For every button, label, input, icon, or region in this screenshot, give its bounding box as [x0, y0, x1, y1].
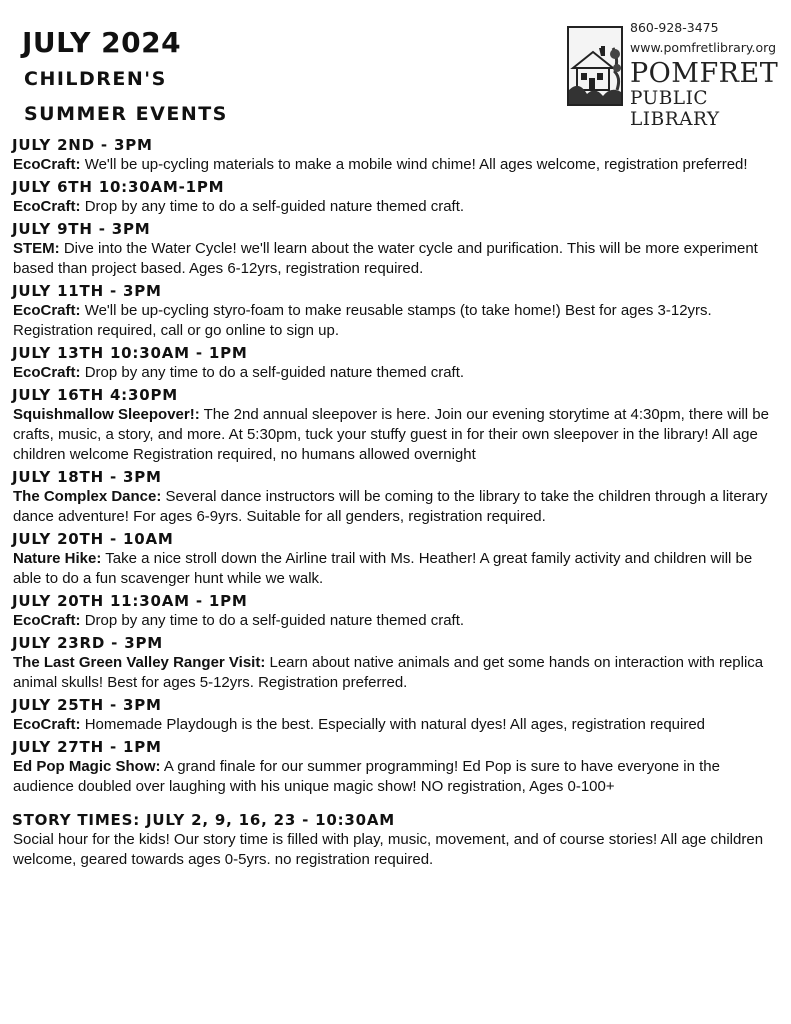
list-item [12, 282, 780, 341]
event-date: JULY 23RD - 3PM [12, 634, 163, 652]
list-item [12, 344, 780, 383]
event-description [12, 301, 780, 341]
event-description [12, 757, 780, 797]
event-details: We'll be up-cycling materials to make a mobile wind chime! All ages welcome, registration preferred! [84, 156, 748, 173]
event-date: JULY 2ND - 3PM [12, 136, 153, 154]
story-times-heading: STORY TIMES: JULY 2, 9, 16, 23 - 10:30AM [12, 811, 396, 829]
library-building-logo-icon [567, 26, 623, 106]
event-name: The Last Green Valley Ranger Visit: [13, 654, 266, 671]
event-details: Drop by any time to do a self-guided nature themed craft. [84, 612, 465, 629]
event-description [12, 239, 780, 279]
list-item [12, 468, 780, 527]
page-title: JULY 2024 [22, 26, 182, 59]
event-description [12, 611, 780, 631]
story-times-description: Social hour for the kids! Our story time is filled with play, music, movement, and of course stories! All age children welcome, geared towards ages 0-5yrs. no registration required. [13, 831, 764, 868]
event-details: Several dance instructors will be coming to the library to take the children through a literary dance adventure! For ages 6-9yrs. Suitable for all genders, registration required. [13, 488, 768, 525]
event-details: Take a nice stroll down the Airline trail with Ms. Heather! A great family activity and children will be able to do a fun scavenger hunt while we walk. [13, 550, 753, 587]
event-date: JULY 20TH - 10AM [12, 530, 174, 548]
events-list [12, 136, 780, 873]
list-item [12, 696, 780, 735]
event-details: Learn about native animals and get some hands on interaction with replica animal skulls! Best for ages 5-12yrs. Registration preferred. [13, 654, 764, 691]
event-name: Nature Hike: [13, 550, 102, 567]
event-name: STEM: [13, 240, 60, 257]
event-name: EcoCraft: [13, 716, 81, 733]
event-date: JULY 18TH - 3PM [12, 468, 162, 486]
event-description [12, 363, 780, 383]
event-date: JULY 27TH - 1PM [12, 738, 162, 756]
event-name: EcoCraft: [13, 612, 81, 629]
event-description [12, 405, 780, 465]
event-description [12, 715, 780, 735]
list-item [12, 634, 780, 693]
event-date: JULY 6TH 10:30AM-1PM [12, 178, 225, 196]
list-item [12, 530, 780, 589]
event-date: JULY 16TH 4:30PM [12, 386, 178, 404]
event-date: JULY 9TH - 3PM [12, 220, 151, 238]
library-website-link[interactable]: www.pomfretlibrary.org [630, 40, 777, 55]
event-date: JULY 20TH 11:30AM - 1PM [12, 592, 248, 610]
library-name-line1: POMFRET [630, 58, 779, 89]
event-name: EcoCraft: [13, 156, 81, 173]
event-details: Homemade Playdough is the best. Especially with natural dyes! All ages, registration required [84, 716, 706, 733]
event-date: JULY 25TH - 3PM [12, 696, 162, 714]
event-details: We'll be up-cycling styro-foam to make reusable stamps (to take home!) Best for ages 3-12yrs. Registration required, call or go online to sign up. [13, 302, 712, 339]
library-phone: 860-928-3475 [630, 20, 719, 35]
list-item [12, 136, 780, 175]
event-name: EcoCraft: [13, 302, 81, 319]
event-details: Dive into the Water Cycle! we'll learn about the water cycle and purification. This will be more experiment based than project based. Ages 6-12yrs, registration required. [13, 240, 758, 277]
event-name: The Complex Dance: [13, 488, 162, 505]
event-name: EcoCraft: [13, 198, 81, 215]
event-name: EcoCraft: [13, 364, 81, 381]
list-item [12, 386, 780, 465]
event-description [12, 487, 780, 527]
list-item [12, 178, 780, 217]
event-description [12, 549, 780, 589]
page-subtitle-line2: SUMMER EVENTS [24, 103, 228, 125]
library-name-line2: PUBLIC LIBRARY [630, 88, 720, 130]
event-details: Drop by any time to do a self-guided nature themed craft. [84, 364, 465, 381]
page-subtitle-line1: CHILDREN'S [24, 68, 167, 90]
list-item [12, 738, 780, 797]
event-date: JULY 13TH 10:30AM - 1PM [12, 344, 248, 362]
list-item [12, 592, 780, 631]
event-description [12, 653, 780, 693]
event-date: JULY 11TH - 3PM [12, 282, 162, 300]
list-item [12, 220, 780, 279]
story-times-section [12, 811, 780, 870]
event-name: Ed Pop Magic Show: [13, 758, 161, 775]
event-description [12, 155, 780, 175]
event-details: The 2nd annual sleepover is here. Join our evening storytime at 4:30pm, there will be crafts, music, a story, and more. At 5:30pm, tuck your stuffy guest in for their own sleepover in the library! All age children welcome Registration required, no humans allowed overnight [13, 406, 769, 463]
event-details: Drop by any time to do a self-guided nature themed craft. [84, 198, 465, 215]
event-name: Squishmallow Sleepover!: [13, 406, 200, 423]
event-description [12, 197, 780, 217]
event-details: A grand finale for our summer programming! Ed Pop is sure to have everyone in the audience doubled over laughing with his unique magic show! NO registration, Ages 0-100+ [13, 758, 720, 795]
